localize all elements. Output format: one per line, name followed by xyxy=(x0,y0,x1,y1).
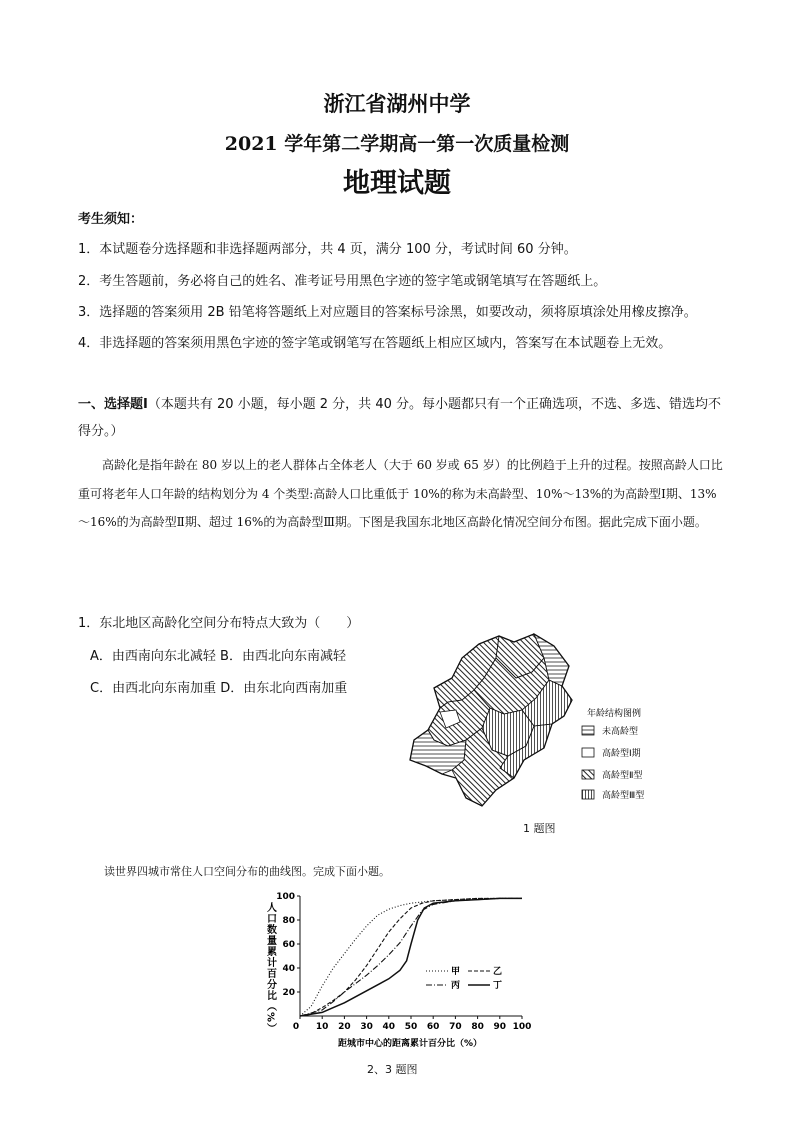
note-item: 2．考生答题前，务必将自己的姓名、准考证号用黑色字迹的签字笔或钢笔填写在答题纸上。 xyxy=(78,274,607,289)
legend-label: 高龄型Ⅲ型 xyxy=(602,791,645,801)
exam-title: 2021 学年第二学期高一第一次质量检测 xyxy=(224,133,570,155)
note-item: 1．本试题卷分选择题和非选择题两部分，共 4 页，满分 100 分，考试时间 60 分钟。 xyxy=(78,242,577,257)
x-tick-label: 50 xyxy=(404,1022,418,1032)
legend-label: 丙 xyxy=(451,981,461,991)
legend-label: 乙 xyxy=(493,967,503,977)
x-tick-label: 90 xyxy=(493,1022,507,1032)
y-tick-label: 80 xyxy=(282,916,295,926)
subject-title: 地理试题 xyxy=(343,168,451,199)
map-legend-title: 年龄结构图例 xyxy=(587,709,642,719)
legend-swatch xyxy=(582,790,594,799)
series-line-丙 xyxy=(300,898,522,1016)
school-title: 浙江省湖州中学 xyxy=(323,91,471,116)
question-1-options-ab: A．由西南向东北减轻 B．由西北向东南减轻 xyxy=(90,649,346,664)
y-tick-label: 60 xyxy=(282,940,295,950)
legend-swatch xyxy=(582,748,594,757)
chart-ylabel: 人口数量累计百分比（%） xyxy=(264,902,276,1035)
question-1-options-cd: C．由西北向东南加重 D．由东北向西南加重 xyxy=(90,681,348,696)
section-desc: （本题共有 20 小题，每小题 2 分，共 40 分。每小题都只有一个正确选项，不选、多选、错选均不得分。） xyxy=(78,397,721,439)
map-regions xyxy=(410,634,572,806)
y-tick-label: 40 xyxy=(282,964,295,974)
y-tick-label: 100 xyxy=(276,892,295,902)
x-tick-label: 100 xyxy=(512,1022,532,1032)
y-tick-label: 20 xyxy=(282,988,295,998)
x-tick-label: 80 xyxy=(471,1022,484,1032)
series-line-甲 xyxy=(300,898,522,1016)
series-line-丁 xyxy=(300,898,522,1016)
note-item: 3．选择题的答案须用 2B 铅笔将答题纸上对应题目的答案标号涂黑，如要改动，须将原填涂处用橡皮擦净。 xyxy=(78,305,697,320)
northeast-map-figure xyxy=(404,628,674,818)
x-tick-label: 30 xyxy=(360,1022,373,1032)
legend-label: 高龄型Ⅰ期 xyxy=(602,749,641,759)
x-tick-label: 70 xyxy=(449,1022,462,1032)
map-caption: 1 题图 xyxy=(523,822,556,835)
chart-caption: 2、3 题图 xyxy=(367,1063,418,1076)
section-heading xyxy=(78,391,733,445)
x-tick-label: 60 xyxy=(426,1022,440,1032)
x-tick-label: 40 xyxy=(382,1022,396,1032)
legend-label: 高龄型Ⅱ型 xyxy=(602,771,643,781)
note-item: 4．非选择题的答案须用黑色字迹的签字笔或钢笔写在答题纸上相应区域内，答案写在本试题卷上无效。 xyxy=(78,336,672,351)
legend-label: 未高龄型 xyxy=(602,727,639,737)
legend-label: 丁 xyxy=(493,981,503,991)
legend-swatch xyxy=(582,726,594,735)
series-line-乙 xyxy=(300,898,522,1016)
passage-1: 高龄化是指年龄在 80 岁以上的老人群体占全体老人（大于 60 岁或 65 岁）的比例趋于上升的过程。按照高龄人口比重可将老年人口年龄的结构划分为 4 个类型:高龄人口比重低于 10%的称为未高龄型、10%～13%的为高龄型Ⅰ期、13%～16%的为高龄型Ⅱ期、超过 16%的为高龄型Ⅲ期。下图是我国东北地区高龄化情况空间分布图。据此完成下面小题。 xyxy=(78,458,723,529)
x-tick-label: 20 xyxy=(338,1022,351,1032)
question-1-stem: 1．东北地区高龄化空间分布特点大致为（ ） xyxy=(78,616,360,631)
population-curve-chart xyxy=(260,888,560,1058)
notes-title: 考生须知： xyxy=(78,212,144,227)
legend-swatch xyxy=(582,770,594,779)
passage-2: 读世界四城市常住人口空间分布的曲线图。完成下面小题。 xyxy=(104,865,390,878)
section-title: 一、选择题Ⅰ xyxy=(78,397,148,412)
x-tick-label: 0 xyxy=(292,1022,300,1032)
legend-label: 甲 xyxy=(451,967,461,977)
chart-xlabel: 距城市中心的距离累计百分比（%） xyxy=(337,1039,483,1049)
x-tick-label: 10 xyxy=(315,1022,329,1032)
